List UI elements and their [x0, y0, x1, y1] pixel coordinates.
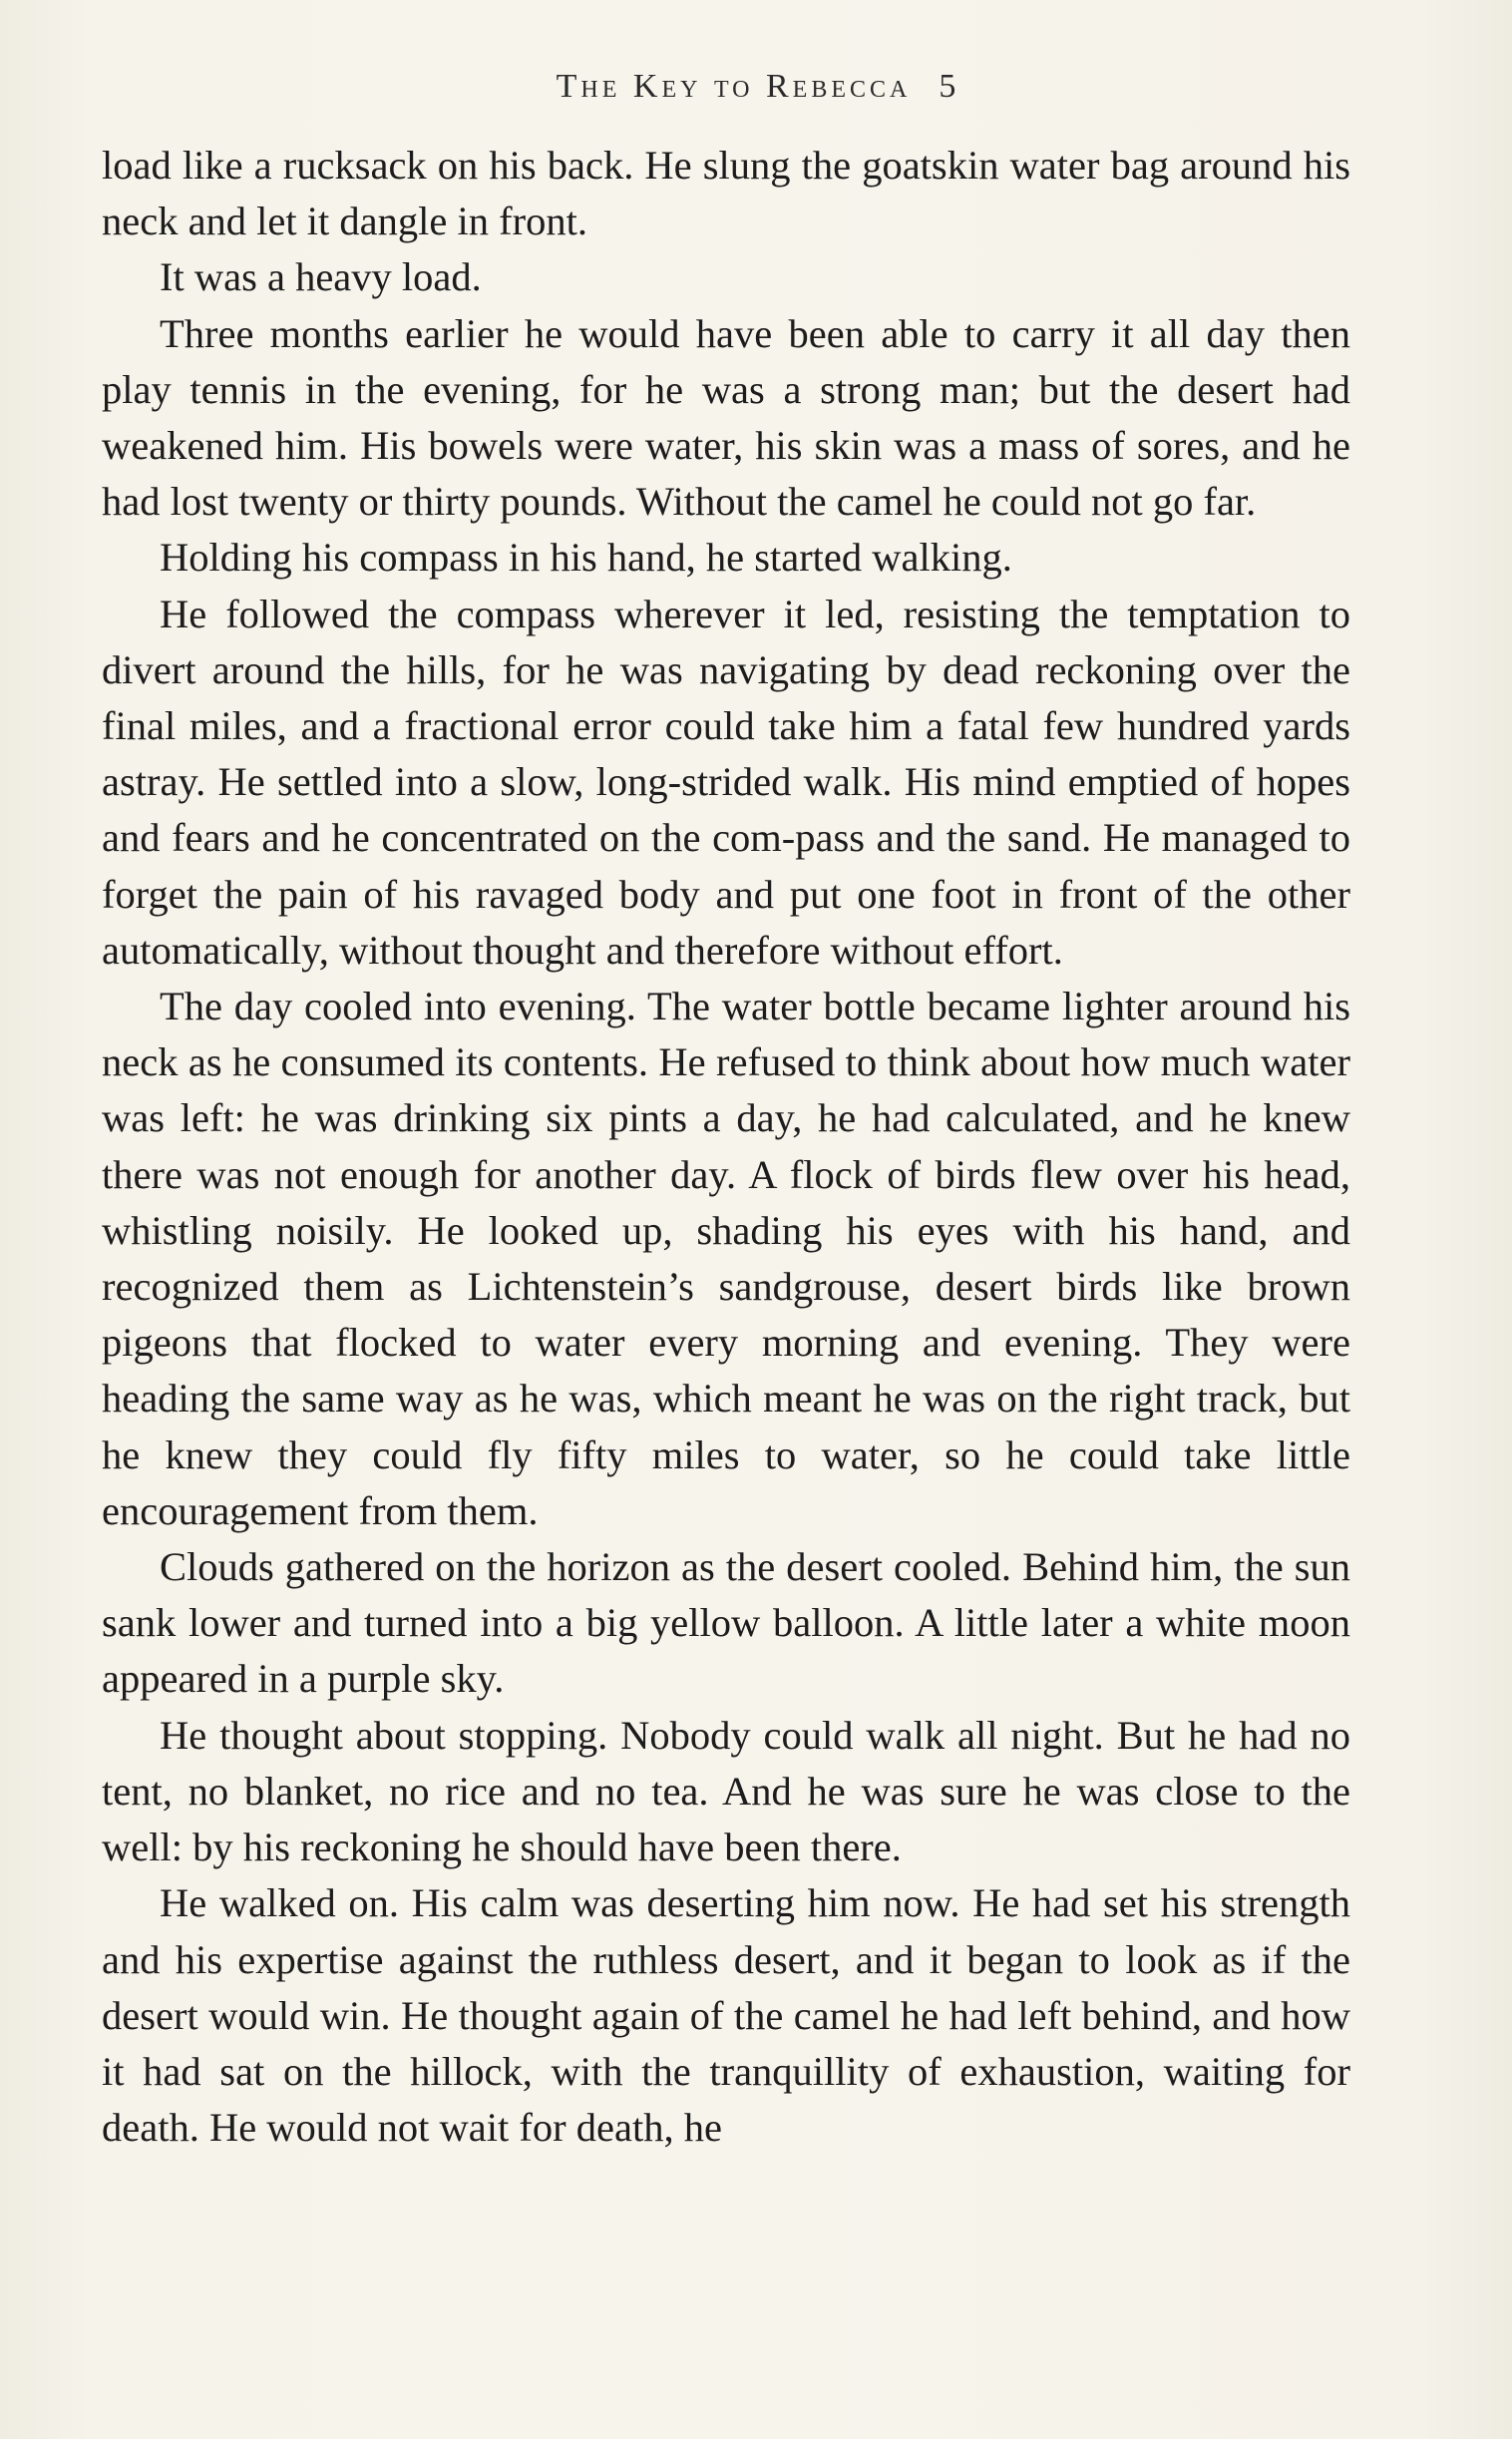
body-text — [102, 138, 1350, 2156]
paragraph: load like a rucksack on his back. He slung the goatskin water bag around his neck and let it dangle in front. — [102, 143, 1350, 244]
book-title: The Key to Rebecca — [556, 68, 912, 105]
paragraph: Clouds gathered on the horizon as the desert cooled. Behind him, the sun sank lower and turned into a big yellow balloon. A little later a white moon appeared in a purple sky. — [102, 1544, 1350, 1702]
paragraph: It was a heavy load. — [160, 254, 482, 300]
paragraph: Holding his compass in his hand, he started walking. — [160, 535, 1012, 581]
paragraph: He followed the compass wherever it led, resisting the temptation to divert around the hills, for he was navigating by dead reckoning over the final miles, and a fractional error could take him a fatal few hundred yards astray. He settled into a slow, long-strided walk. His mind emptied of hopes and fears and he concentrated on the com-pass and the sand. He managed to forget the pain of his ravaged body and put one foot in front of the other automatically, without thought and therefore without effort. — [102, 591, 1350, 973]
paragraph: The day cooled into evening. The water bottle became lighter around his neck as he consumed its contents. He refused to think about how much water was left: he was drinking six pints a day, he had calculated, and he knew there was not enough for another day. A flock of birds flew over his head, whistling noisily. He looked up, shading his eyes with his hand, and recognized them as Lichtenstein’s sandgrouse, desert birds like brown pigeons that flocked to water every morning and evening. They were heading the same way as he was, which meant he was on the right track, but he knew they could fly fifty miles to water, so he could take little encouragement from them. — [102, 984, 1350, 1533]
paragraph: He walked on. His calm was deserting him now. He had set his strength and his expertise against the ruthless desert, and it began to look as if the desert would win. He thought again of the camel he had left behind, and how it had sat on the hillock, with the tranquillity of exhaustion, waiting for death. He would not wait for death, he — [102, 1880, 1350, 2151]
page-number: 5 — [939, 68, 956, 105]
paragraph: Three months earlier he would have been able to carry it all day then play tennis in the evening, for he was a strong man; but the desert had weakened him. His bowels were water, his skin was a mass of sores, and he had lost twenty or thirty pounds. Without the camel he could not go far. — [102, 310, 1350, 525]
running-head — [0, 68, 1512, 106]
paragraph: He thought about stopping. Nobody could walk all night. But he had no tent, no blanket, no rice and no tea. And he was sure he was close to the well: by his reckoning he should have been there. — [102, 1712, 1350, 1870]
